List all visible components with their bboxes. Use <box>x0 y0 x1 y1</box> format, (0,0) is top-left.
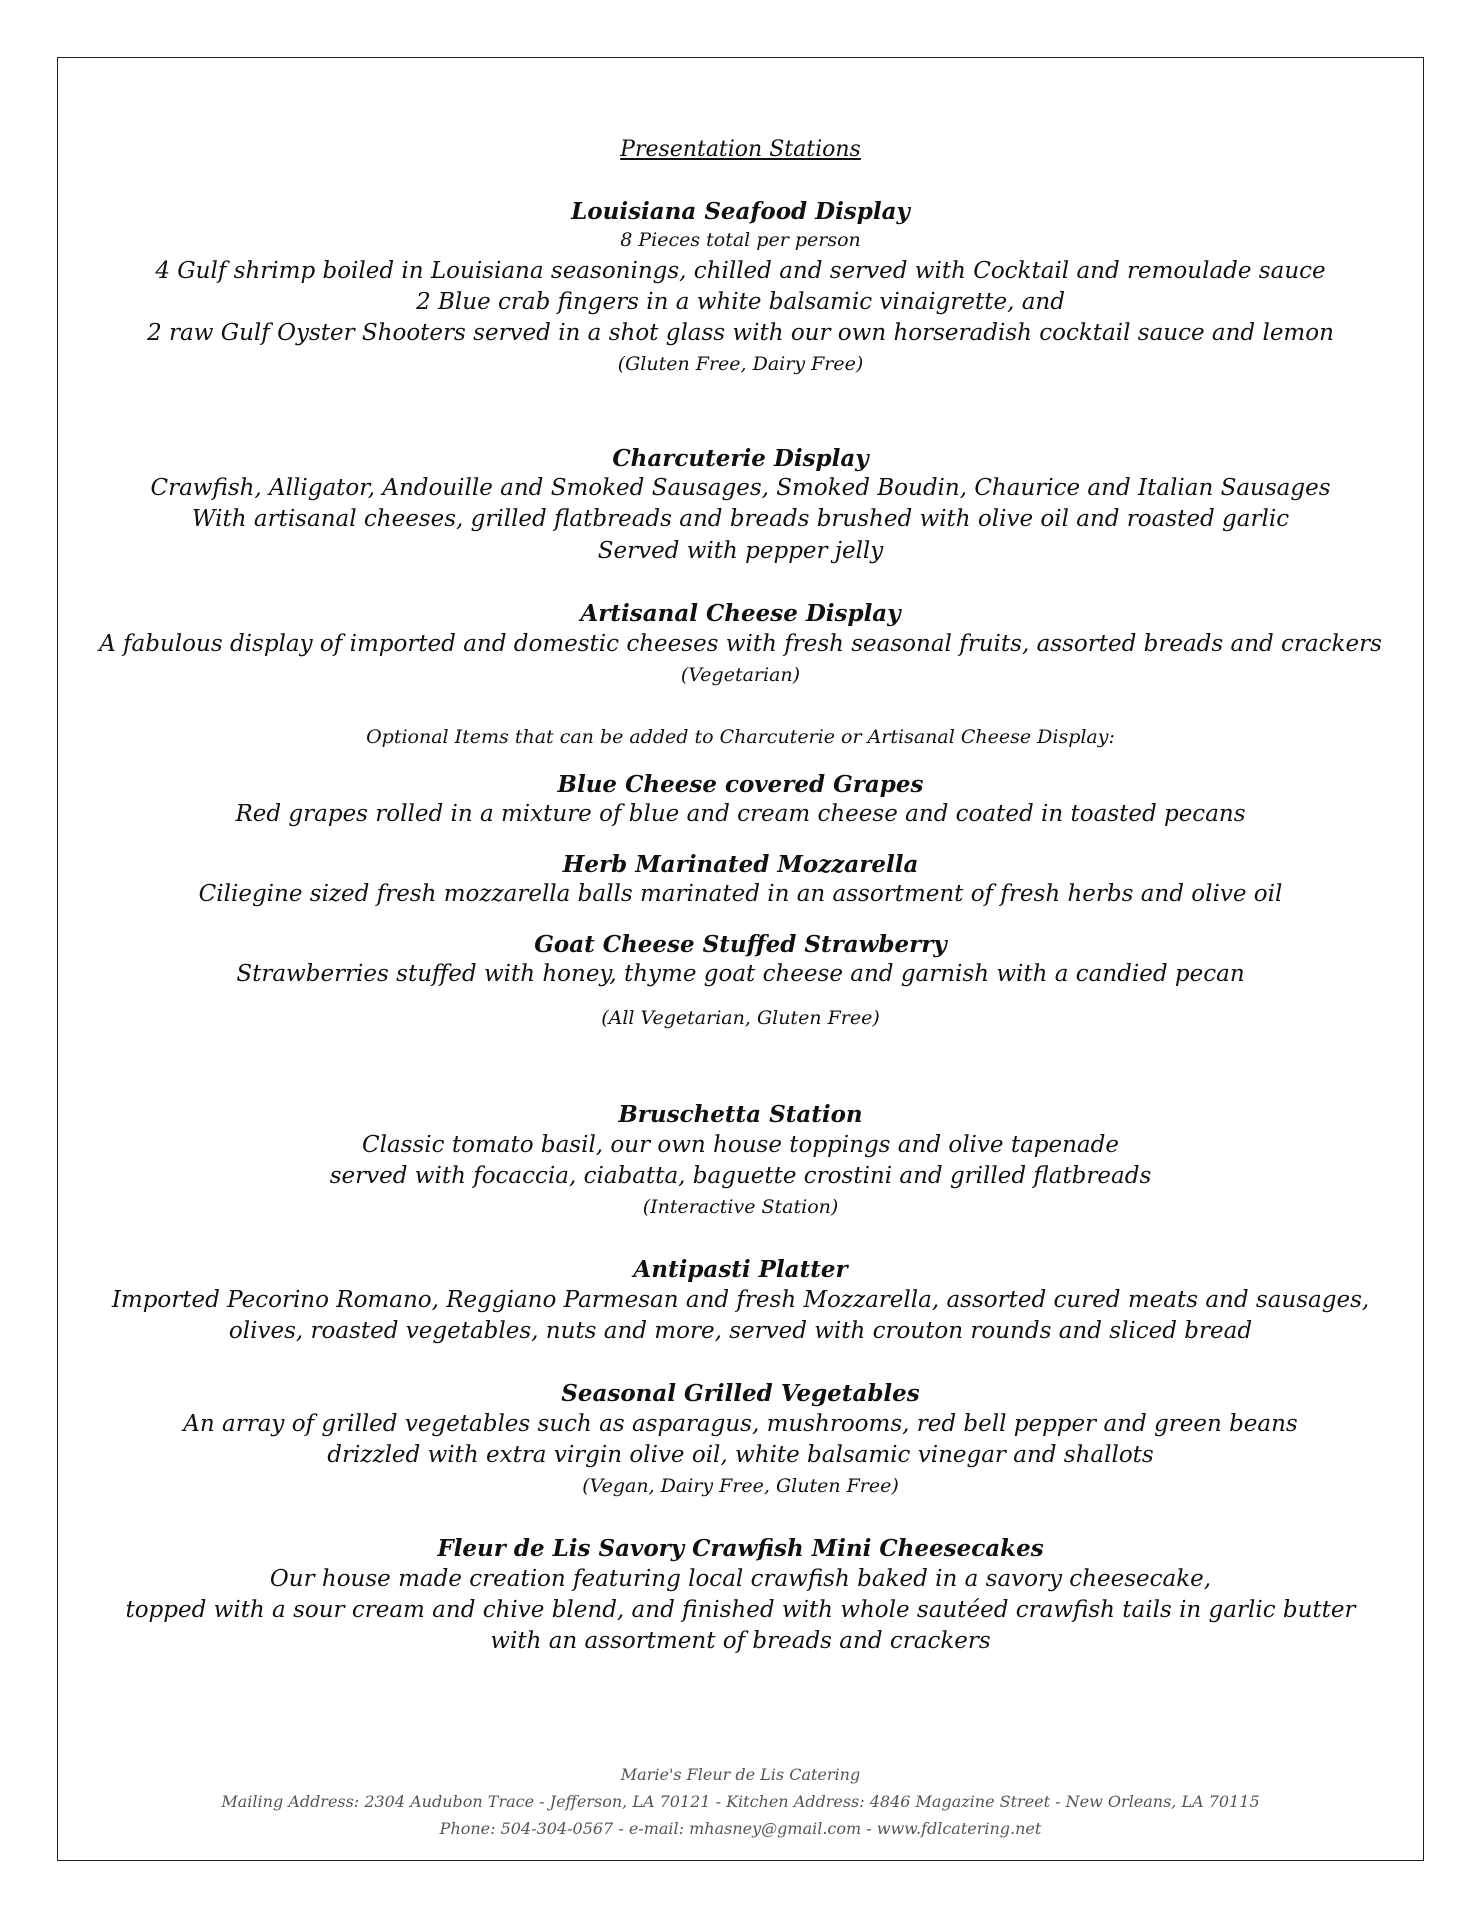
footer-brand: Marie's Fleur de Lis Catering <box>620 1765 861 1784</box>
charcuterie-line-2: With artisanal cheeses, grilled flatbreads and breads brushed with olive oil and roasted garlic <box>191 506 1290 532</box>
bruschetta-line-2: served with focaccia, ciabatta, baguette crostini and grilled flatbreads <box>329 1163 1152 1189</box>
charcuterie-line-1: Crawfish, Alligator, Andouille and Smoked Sausages, Smoked Boudin, Chaurice and Italian Sausages <box>150 475 1331 501</box>
seafood-subtitle: 8 Pieces total per person <box>620 229 861 251</box>
bruschetta-title: Bruschetta Station <box>618 1101 863 1128</box>
optional-intro: Optional Items that can be added to Charcuterie or Artisanal Cheese Display: <box>366 726 1115 748</box>
footer-contact: Phone: 504-304-0567 - e-mail: mhasney@gmail.com - www.fdlcatering.net <box>439 1819 1042 1838</box>
antipasti-title: Antipasti Platter <box>633 1256 848 1283</box>
seafood-title: Louisiana Seafood Display <box>571 198 910 225</box>
bruschetta-note: (Interactive Station) <box>642 1196 839 1218</box>
seafood-line-2: 2 Blue crab fingers in a white balsamic vinaigrette, and <box>416 289 1065 315</box>
grapes-desc: Red grapes rolled in a mixture of blue and cream cheese and coated in toasted pecans <box>235 801 1246 827</box>
cheesecakes-line-1: Our house made creation featuring local crawfish baked in a savory cheesecake, <box>269 1566 1212 1592</box>
page-title: Presentation Stations <box>620 137 861 162</box>
strawberry-desc: Strawberries stuffed with honey, thyme goat cheese and garnish with a candied pecan <box>236 961 1245 987</box>
cheesecakes-line-2: topped with a sour cream and chive blend, and finished with whole sautéed crawfish tails in garlic butter <box>125 1597 1356 1623</box>
vegetables-line-1: An array of grilled vegetables such as asparagus, mushrooms, red bell pepper and green beans <box>183 1411 1298 1437</box>
cheese-title: Artisanal Cheese Display <box>580 600 901 627</box>
vegetables-note: (Vegan, Dairy Free, Gluten Free) <box>582 1475 899 1497</box>
cheesecakes-title: Fleur de Lis Savory Crawfish Mini Cheesecakes <box>437 1535 1044 1562</box>
bruschetta-line-1: Classic tomato basil, our own house toppings and olive tapenade <box>362 1132 1119 1158</box>
seafood-line-3: 2 raw Gulf Oyster Shooters served in a shot glass with our own horseradish cocktail sauce and lemon <box>147 320 1334 346</box>
mozzarella-desc: Ciliegine sized fresh mozzarella balls marinated in an assortment of fresh herbs and olive oil <box>198 881 1283 907</box>
vegetables-title: Seasonal Grilled Vegetables <box>561 1380 920 1407</box>
charcuterie-line-3: Served with pepper jelly <box>597 538 884 564</box>
seafood-line-1: 4 Gulf shrimp boiled in Louisiana seasonings, chilled and served with Cocktail and remoulade sauce <box>155 258 1326 284</box>
antipasti-line-1: Imported Pecorino Romano, Reggiano Parmesan and fresh Mozzarella, assorted cured meats and sausages, <box>111 1287 1370 1313</box>
cheese-note: (Vegetarian) <box>680 664 801 686</box>
mozzarella-title: Herb Marinated Mozzarella <box>562 851 919 878</box>
seafood-note: (Gluten Free, Dairy Free) <box>617 353 864 375</box>
antipasti-line-2: olives, roasted vegetables, nuts and more, served with crouton rounds and sliced bread <box>228 1318 1253 1344</box>
optional-note: (All Vegetarian, Gluten Free) <box>601 1007 880 1029</box>
charcuterie-title: Charcuterie Display <box>612 445 869 472</box>
grapes-title: Blue Cheese covered Grapes <box>557 771 924 798</box>
strawberry-title: Goat Cheese Stuffed Strawberry <box>534 931 947 958</box>
footer-address: Mailing Address: 2304 Audubon Trace - Jefferson, LA 70121 - Kitchen Address: 4846 Magazine Street - New Orleans, LA 70115 <box>221 1792 1260 1811</box>
cheesecakes-line-3: with an assortment of breads and crackers <box>490 1628 991 1654</box>
cheese-line-1: A fabulous display of imported and domestic cheeses with fresh seasonal fruits, assorted breads and crackers <box>99 631 1382 657</box>
vegetables-line-2: drizzled with extra virgin olive oil, white balsamic vinegar and shallots <box>327 1442 1154 1468</box>
